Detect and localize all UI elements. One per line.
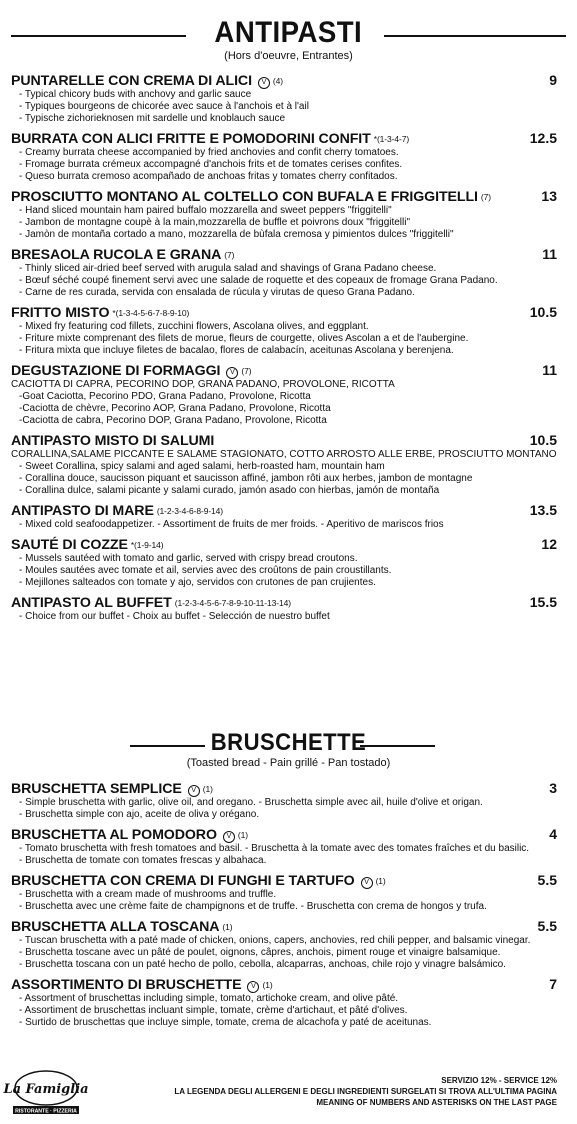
menu-item-description: - Carne de res curada, servida con ensalada de rúcula y virutas de queso Grana Padano. bbox=[19, 287, 415, 298]
menu-item-description: - Corallina douce, saucisson piquant et saucisson affiné, jambon rôti aux herbes, jambon de montagne bbox=[19, 473, 473, 484]
menu-item-description: - Hand sliced mountain ham paired buffalo mozzarella and sweet peppers "friggitelli" bbox=[19, 205, 392, 216]
menu-item-description: - Moules sautées avec tomate et ail, servies avec des croûtons de pain croustillants. bbox=[19, 565, 392, 576]
allergen-codes: *(1-9-14) bbox=[130, 540, 164, 550]
menu-item-header bbox=[11, 826, 557, 843]
menu-item-ingredients: CORALLINA,SALAME PICCANTE E SALAME STAGIONATO, COTTO ARROSTO ALLE ERBE, PROSCIUTTO MONTANO bbox=[11, 449, 557, 460]
menu-item-description: - Tomato bruschetta with fresh tomatoes and basil. - Bruschetta à la tomate avec des tomates fraîches et du basilic. bbox=[19, 843, 530, 854]
menu-item-price: 4 bbox=[549, 826, 557, 842]
menu-item-name: BRUSCHETTA SEMPLICE bbox=[11, 781, 182, 797]
bruschette-header bbox=[0, 730, 577, 769]
menu-item-name: BURRATA CON ALICI FRITTE E POMODORINI CONFIT bbox=[11, 131, 371, 147]
menu-item-description: - Bruschetta avec une crème faite de champignons et de truffe. - Bruschetta con crema de hongos y trufa. bbox=[19, 901, 487, 912]
allergen-codes: (7) bbox=[224, 250, 235, 260]
menu-item-price: 11 bbox=[542, 246, 557, 262]
menu-item-name: DEGUSTAZIONE DI FORMAGGI bbox=[11, 363, 221, 379]
vegetarian-icon: V bbox=[226, 367, 238, 379]
allergen-codes: (1) bbox=[237, 830, 248, 840]
menu-item-description: - Jamòn de montaña cortado a mano, mozzarella de bùfala cremosa y pimientos dulces "friggitelli" bbox=[19, 229, 454, 240]
menu-item-name: BRUSCHETTA ALLA TOSCANA bbox=[11, 919, 220, 935]
menu-item-description: - Creamy burrata cheese accompanied by fried anchovies and confit cherry tomatoes. bbox=[19, 147, 399, 158]
menu-item bbox=[11, 188, 557, 241]
menu-item-description: - Bruschetta de tomate con tomates frescas y albahaca. bbox=[19, 855, 267, 866]
menu-item-name: PUNTARELLE CON CREMA DI ALICI bbox=[11, 73, 252, 89]
menu-item bbox=[11, 918, 557, 971]
menu-item-name: BRESAOLA RUCOLA E GRANA bbox=[11, 247, 222, 263]
allergen-codes: (1) bbox=[202, 784, 213, 794]
menu-item-name-wrap bbox=[11, 977, 273, 993]
menu-item-price: 11 bbox=[542, 362, 557, 378]
bruschette-list bbox=[11, 780, 557, 1034]
menu-item-description: -Goat Caciotta, Pecorino PDO, Grana Padano, Provolone, Ricotta bbox=[19, 391, 311, 402]
menu-item-name-wrap bbox=[11, 433, 214, 449]
menu-item-price: 7 bbox=[549, 976, 557, 992]
menu-item-header bbox=[11, 780, 557, 797]
menu-item-ingredients: CACIOTTA DI CAPRA, PECORINO DOP, GRANA PADANO, PROVOLONE, RICOTTA bbox=[11, 379, 395, 390]
menu-item-name-wrap bbox=[11, 73, 283, 89]
menu-item-name-wrap bbox=[11, 503, 223, 519]
menu-item-name: ANTIPASTO DI MARE bbox=[11, 503, 154, 519]
menu-item-description: - Bruschetta toscana con un paté hecho de pollo, cebolla, alcaparras, anchoas, chile rojo y vinagre balsámico. bbox=[19, 959, 506, 970]
menu-item-name-wrap bbox=[11, 305, 189, 321]
menu-item-description: -Caciotta de cabra, Pecorino DOP, Grana Padano, Provolone, Ricotta bbox=[19, 415, 327, 426]
menu-item bbox=[11, 72, 557, 125]
menu-item-header bbox=[11, 188, 557, 205]
menu-item-header bbox=[11, 432, 557, 449]
menu-item-description: - Assortiment de bruschettas incluant simple, tomate, crème d'artichaut, et pâté d'olives. bbox=[19, 1005, 408, 1016]
menu-item-description: - Bruschetta with a cream made of mushrooms and truffle. bbox=[19, 889, 277, 900]
allergen-codes: (4) bbox=[272, 76, 283, 86]
menu-item-header bbox=[11, 72, 557, 89]
menu-item-name-wrap bbox=[11, 537, 163, 553]
menu-item-price: 3 bbox=[549, 780, 557, 796]
menu-item bbox=[11, 872, 557, 913]
menu-item-header bbox=[11, 594, 557, 611]
menu-item-description: - Bruschetta toscane avec un pâté de poulet, oignons, câpres, anchois, piment rouge et vinaigre balsamique. bbox=[19, 947, 501, 958]
vegetarian-icon: V bbox=[223, 831, 235, 843]
menu-item-price: 13.5 bbox=[529, 502, 557, 518]
menu-item-description: - Mussels sautéed with tomato and garlic, served with crispy bread croutons. bbox=[19, 553, 358, 564]
menu-item-name: ASSORTIMENTO DI BRUSCHETTE bbox=[11, 977, 242, 993]
menu-item-name-wrap bbox=[11, 131, 409, 147]
menu-item-price: 10.5 bbox=[529, 304, 557, 320]
menu-item-description: -Caciotta de chèvre, Pecorino AOP, Grana Padano, Provolone, Ricotta bbox=[19, 403, 331, 414]
menu-item bbox=[11, 502, 557, 531]
menu-item-description: - Tuscan bruschetta with a paté made of chicken, onions, capers, anchovies, red chili pepper, and balsamic vinegar. bbox=[19, 935, 531, 946]
menu-item-description: - Sweet Corallina, spicy salami and aged salami, herb-roasted ham, mountain ham bbox=[19, 461, 385, 472]
menu-item-description: - Mixed fry featuring cod fillets, zucchini flowers, Ascolana olives, and eggplant. bbox=[19, 321, 369, 332]
menu-item bbox=[11, 826, 557, 867]
antipasti-list bbox=[11, 72, 557, 628]
menu-item-header bbox=[11, 362, 557, 379]
menu-item bbox=[11, 976, 557, 1029]
menu-item-name-wrap bbox=[11, 189, 491, 205]
menu-item-description: - Typical chicory buds with anchovy and garlic sauce bbox=[19, 89, 252, 100]
logo-text: La Famiglia bbox=[3, 1082, 89, 1097]
menu-item-description: - Surtido de bruschettas que incluye simple, tomate, crema de alcachofa y paté de aceitunas. bbox=[19, 1017, 432, 1028]
menu-item-description: - Mixed cold seafoodappetizer. - Assortiment de fruits de mer froids. - Aperitivo de mariscos frios bbox=[19, 519, 444, 530]
menu-item-description: - Assortment of bruschettas including simple, tomato, artichoke cream, and olive pâté. bbox=[19, 993, 399, 1004]
allergen-codes: (1-2-3-4-6-8-9-14) bbox=[156, 506, 224, 516]
vegetarian-icon: V bbox=[258, 77, 270, 89]
menu-item-description: - Corallina dulce, salami picante y salami curado, jamón asado con hierbas, jamón de montaña bbox=[19, 485, 440, 496]
menu-item-price: 5.5 bbox=[537, 918, 557, 934]
menu-item-name-wrap bbox=[11, 247, 234, 263]
allergen-codes: *(1-3-4-7) bbox=[373, 134, 410, 144]
bruschette-title: BRUSCHETTE bbox=[210, 729, 367, 756]
allergen-codes: *(1-3-4-5-6-7-8-9-10) bbox=[112, 308, 190, 318]
menu-item-header bbox=[11, 304, 557, 321]
menu-item-price: 5.5 bbox=[537, 872, 557, 888]
allergen-legend-note: LA LEGENDA DEGLI ALLERGENI E DEGLI INGREDIENTI SURGELATI SI TROVA ALL'ULTIMA PAGINA bbox=[174, 1087, 557, 1096]
vegetarian-icon: V bbox=[188, 785, 200, 797]
menu-item-price: 9 bbox=[549, 72, 557, 88]
menu-item-header bbox=[11, 872, 557, 889]
antipasti-subtitle: (Hors d'oeuvre, Entrantes) bbox=[224, 50, 353, 62]
menu-item-description: - Simple bruschetta with garlic, olive oil, and oregano. - Bruschetta simple avec ail, huile d'olive et origan. bbox=[19, 797, 483, 808]
menu-item bbox=[11, 362, 557, 427]
logo-subtext: RISTORANTE · PIZZERIA bbox=[15, 1108, 77, 1115]
menu-item-description: - Bruschetta simple con ajo, aceite de oliva y orégano. bbox=[19, 809, 260, 820]
footer-notes bbox=[174, 1075, 557, 1108]
menu-item-description: - Friture mixte comprenant des filets de morue, fleurs de courgette, olives Ascolan a et de l'aubergine. bbox=[19, 333, 469, 344]
menu-item-name: ANTIPASTO AL BUFFET bbox=[11, 595, 172, 611]
menu-item-description: - Typische zichorieknosen mit sardelle und knoblauch sauce bbox=[19, 113, 286, 124]
menu-item bbox=[11, 304, 557, 357]
menu-item-price: 12 bbox=[541, 536, 557, 552]
menu-item-description: - Fromage burrata crémeux accompagné d'anchois frits et de tomates cerises confites. bbox=[19, 159, 403, 170]
menu-item-description: - Choice from our buffet - Choix au buffet - Selección de nuestro buffet bbox=[19, 611, 330, 622]
menu-item-name-wrap bbox=[11, 363, 251, 379]
menu-item-description: - Bœuf séché coupé finement servi avec une salade de roquette et des copeaux de fromage Grana Padano. bbox=[19, 275, 498, 286]
allergen-codes: (1-2-3-4-5-6-7-8-9-10-11-13-14) bbox=[174, 598, 291, 608]
menu-item-name-wrap bbox=[11, 595, 291, 611]
menu-item-description: - Mejillones salteados con tomate y ajo, servidos con crutones de pan crujientes. bbox=[19, 577, 376, 588]
menu-item-name: SAUTÉ DI COZZE bbox=[11, 537, 128, 553]
menu-item bbox=[11, 780, 557, 821]
menu-item-name-wrap bbox=[11, 781, 213, 797]
menu-item-name: PROSCIUTTO MONTANO AL COLTELLO CON BUFALA E FRIGGITELLI bbox=[11, 189, 478, 205]
menu-item-header bbox=[11, 918, 557, 935]
menu-item-header bbox=[11, 502, 557, 519]
menu-item bbox=[11, 246, 557, 299]
allergen-codes: (1) bbox=[222, 922, 233, 932]
bruschette-subtitle: (Toasted bread - Pain grillé - Pan tostado) bbox=[186, 757, 391, 769]
allergen-codes: (1) bbox=[375, 876, 386, 886]
menu-item bbox=[11, 536, 557, 589]
menu-item-price: 13 bbox=[541, 188, 557, 204]
menu-item-price: 12.5 bbox=[529, 130, 557, 146]
asterisk-legend-note: MEANING OF NUMBERS AND ASTERISKS ON THE LAST PAGE bbox=[316, 1098, 557, 1107]
menu-item-name-wrap bbox=[11, 827, 248, 843]
menu-item-header bbox=[11, 536, 557, 553]
menu-item-price: 10.5 bbox=[529, 432, 557, 448]
menu-item-name: FRITTO MISTO bbox=[11, 305, 110, 321]
service-charge: SERVIZIO 12% - SERVICE 12% bbox=[441, 1076, 557, 1085]
menu-item-header bbox=[11, 976, 557, 993]
menu-item bbox=[11, 432, 557, 497]
restaurant-logo bbox=[3, 1068, 89, 1116]
menu-item-description: - Fritura mixta que incluye filetes de bacalao, flores de calabacín, aceitunas Ascolana y berenjena. bbox=[19, 345, 454, 356]
allergen-codes: (7) bbox=[480, 192, 491, 202]
antipasti-header bbox=[0, 17, 577, 62]
antipasti-title: ANTIPASTI bbox=[214, 16, 363, 49]
menu-item-name-wrap bbox=[11, 919, 233, 935]
menu-item-description: - Jambon de montagne coupè à la main,mozzarella de buffle et poivrons doux "friggitelli" bbox=[19, 217, 411, 228]
vegetarian-icon: V bbox=[247, 981, 259, 993]
menu-item-description: - Typiques bourgeons de chicorée avec sauce à l'anchois et à l'ail bbox=[19, 101, 309, 112]
menu-item-description: - Thinly sliced air-dried beef served with arugula salad and shavings of Grana Padano cheese. bbox=[19, 263, 437, 274]
menu-item bbox=[11, 130, 557, 183]
menu-item-name: BRUSCHETTA AL POMODORO bbox=[11, 827, 217, 843]
vegetarian-icon: V bbox=[361, 877, 373, 889]
menu-item-header bbox=[11, 130, 557, 147]
allergen-codes: (1) bbox=[262, 980, 273, 990]
allergen-codes: (7) bbox=[241, 366, 252, 376]
menu-item-price: 15.5 bbox=[529, 594, 557, 610]
menu-item-header bbox=[11, 246, 557, 263]
menu-item-name: BRUSCHETTA CON CREMA DI FUNGHI E TARTUFO bbox=[11, 873, 355, 889]
menu-item-name: ANTIPASTO MISTO DI SALUMI bbox=[11, 433, 215, 449]
menu-item bbox=[11, 594, 557, 623]
menu-item-name-wrap bbox=[11, 873, 386, 889]
menu-item-description: - Queso burrata cremoso acompañado de anchoas fritas y tomates cherry confitados. bbox=[19, 171, 398, 182]
